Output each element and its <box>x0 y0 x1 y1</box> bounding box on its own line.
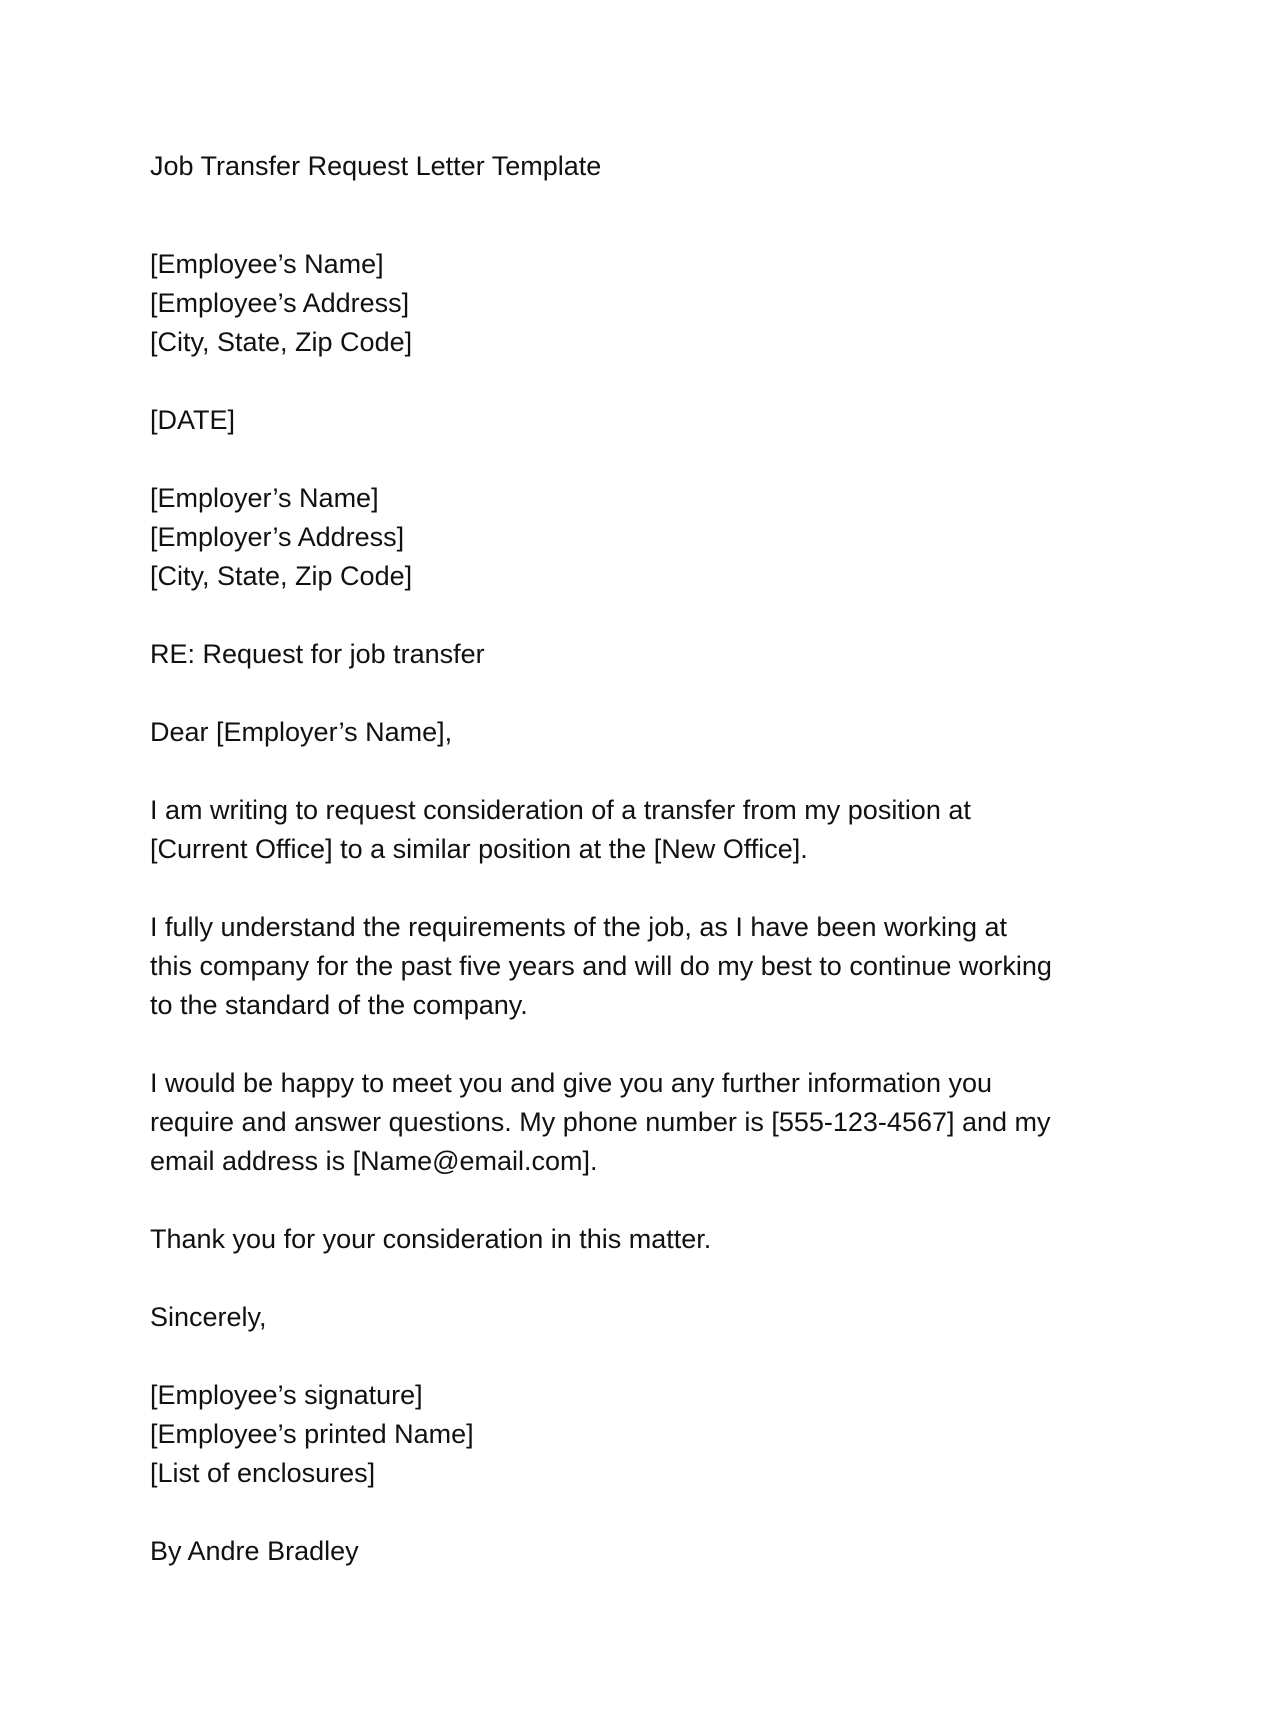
paragraph-line: I fully understand the requirements of the job, as I have been working at <box>150 912 1008 942</box>
subject-line: RE: Request for job transfer <box>150 639 485 669</box>
sender-address: [Employee’s Address] <box>150 288 410 318</box>
paragraph-line: Thank you for your consideration in this matter. <box>150 1224 712 1254</box>
letter-body <box>150 147 1150 1571</box>
closing-block <box>150 1298 1150 1337</box>
recipient-name: [Employer’s Name] <box>150 483 379 513</box>
paragraph-line: email address is [Name@email.com]. <box>150 1146 598 1176</box>
recipient-address: [Employer’s Address] <box>150 522 405 552</box>
enclosures-placeholder: [List of enclosures] <box>150 1458 376 1488</box>
paragraph-line: to the standard of the company. <box>150 990 528 1020</box>
salutation: Dear [Employer’s Name], <box>150 717 453 747</box>
closing: Sincerely, <box>150 1302 267 1332</box>
letter-date: [DATE] <box>150 405 236 435</box>
recipient-block <box>150 479 1150 596</box>
byline: By Andre Bradley <box>150 1536 359 1566</box>
paragraph-3 <box>150 1064 1150 1181</box>
paragraph-line: [Current Office] to a similar position at the [New Office]. <box>150 834 808 864</box>
printed-name-placeholder: [Employee’s printed Name] <box>150 1419 474 1449</box>
date-block <box>150 401 1150 440</box>
signature-placeholder: [Employee’s signature] <box>150 1380 423 1410</box>
sender-name: [Employee’s Name] <box>150 249 384 279</box>
paragraph-line: I would be happy to meet you and give you any further information you <box>150 1068 993 1098</box>
paragraph-1 <box>150 791 1150 869</box>
sender-city-state-zip: [City, State, Zip Code] <box>150 327 413 357</box>
recipient-city-state-zip: [City, State, Zip Code] <box>150 561 413 591</box>
byline-block <box>150 1532 1150 1571</box>
document-title-block <box>150 147 1150 186</box>
paragraph-line: require and answer questions. My phone number is [555-123-4567] and my <box>150 1107 1051 1137</box>
document-title: Job Transfer Request Letter Template <box>150 151 602 181</box>
paragraph-4 <box>150 1220 1150 1259</box>
salutation-block <box>150 713 1150 752</box>
sender-block <box>150 245 1150 362</box>
subject-block <box>150 635 1150 674</box>
signature-block <box>150 1376 1150 1493</box>
paragraph-line: I am writing to request consideration of a transfer from my position at <box>150 795 971 825</box>
paragraph-2 <box>150 908 1150 1025</box>
paragraph-line: this company for the past five years and will do my best to continue working <box>150 951 1052 981</box>
